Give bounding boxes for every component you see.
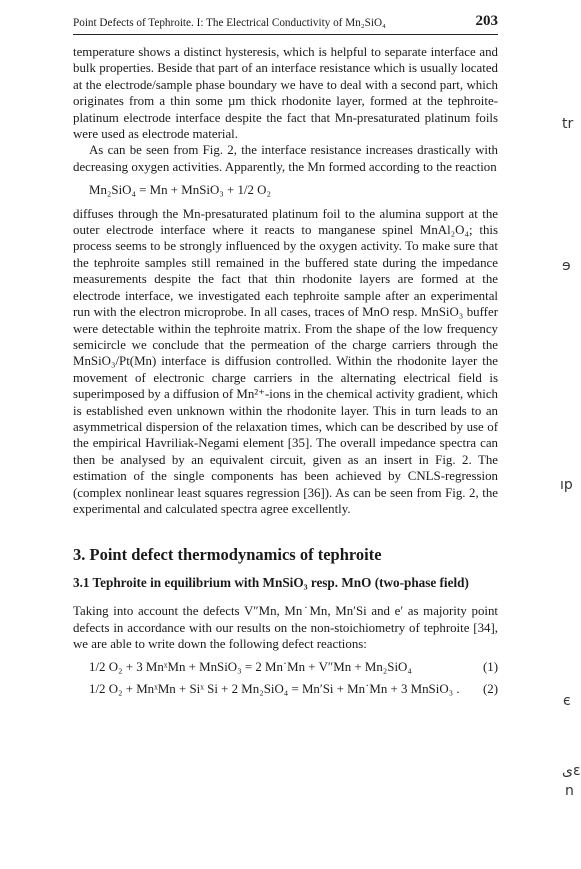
reaction-equation: Mn₂SiO₄ = Mn + MnSiO₃ + 1/2 O₂ (89, 183, 271, 198)
equation-2-number: (2) (482, 681, 498, 696)
equation-1 (73, 659, 498, 675)
paragraph-2: As can be seen from Fig. 2, the interface resistance increases drastically with decreasing oxygen activities. Apparently, the Mn formed according to the reaction (73, 143, 498, 174)
equation-1-body: 1/2 O₂ + 3 MnˣMn + MnSiO₃ = 2 Mn˙Mn + V″Mn + Mn₂SiO₄ (89, 659, 412, 674)
margin-glyph: n (565, 783, 574, 799)
margin-glyph: ﻯɛ (562, 763, 581, 779)
margin-glyph: є (563, 693, 571, 709)
paragraph-1: temperature shows a distinct hysteresis, which is helpful to separate interface and bulk properties. Beside that part of an interface resistance which is usually located at the electrode/sample phase boundary we have to deal with a second part, which originates from a thin some µm thick rhodonite layer, formed at the tephroite-platinum electrode interface despite the fact that Mn-presaturated platinum foils were used as electrode material. (73, 45, 498, 142)
margin-glyph: tr (562, 116, 574, 132)
margin-glyph: ıp (560, 477, 573, 493)
equation-2-body: 1/2 O₂ + MnˣMn + Siˣ Si + 2 Mn₂SiO₄ = Mn′Si + Mn˙Mn + 3 MnSiO₃ . (89, 681, 460, 696)
running-head (73, 12, 498, 35)
margin-glyph: ɘ (562, 258, 571, 274)
page-number: 203 (475, 13, 498, 29)
subsection-heading: 3.1 Tephroite in equilibrium with MnSiO₃ resp. MnO (two-phase field) (73, 575, 469, 591)
paragraph-3: diffuses through the Mn-presaturated platinum foil to the alumina support at the outer electrode interface where it reacts to manganese spinel MnAl₂O₄; this process seems to be strongly influenced by the oxygen activity. To make sure that the tephroite samples still remained in the buffered state during the impedance measurements despite the fact that thin rhodonite layers are formed at the electrode interface, we investigated each tephroite sample after an experimental run with the electron microprobe. In all cases, traces of MnO resp. MnSiO₃ buffer were detectable within the tephroite matrix. From the shape of the low frequency semicircle we conclude that the permeation of the charge carriers through the MnSiO₃/Pt(Mn) interface is diffusion controlled. Within the rhodonite layer the movement of electronic charge carriers in the alternating electrical field is superimposed by a diffusion of Mn²⁺-ions in the chemical activity gradient, which is established even unknown within the rhodonite layer. This in turn leads to an asymmetrical dispersion of the relaxation times, which can be described by use of the empirical Havriliak-Negami element [35]. The overall impedance spectra can then be analysed by an equivalent circuit, given as an insert in Fig. 2. The estimation of the single components has been achieved by CNLS-regression (complex nonlinear least squares regression [36]). As can be seen from Fig. 2, the experimental and calculated spectra agree excellently. (73, 206, 498, 516)
running-head-title: Point Defects of Tephroite. I: The Electrical Conductivity of Mn₂SiO₄ (73, 17, 386, 29)
body-text (73, 44, 498, 703)
section-heading: 3. Point defect thermodynamics of tephroite (73, 545, 382, 565)
equation-1-number: (1) (482, 659, 498, 674)
paragraph-4: Taking into account the defects V″Mn, Mn˙Mn, Mn′Si and e′ as majority point defects in accordance with our results on the non-stoichiometry of tephroite [34], we are able to write down the following defect reactions: (73, 604, 498, 652)
equation-2 (73, 681, 498, 697)
